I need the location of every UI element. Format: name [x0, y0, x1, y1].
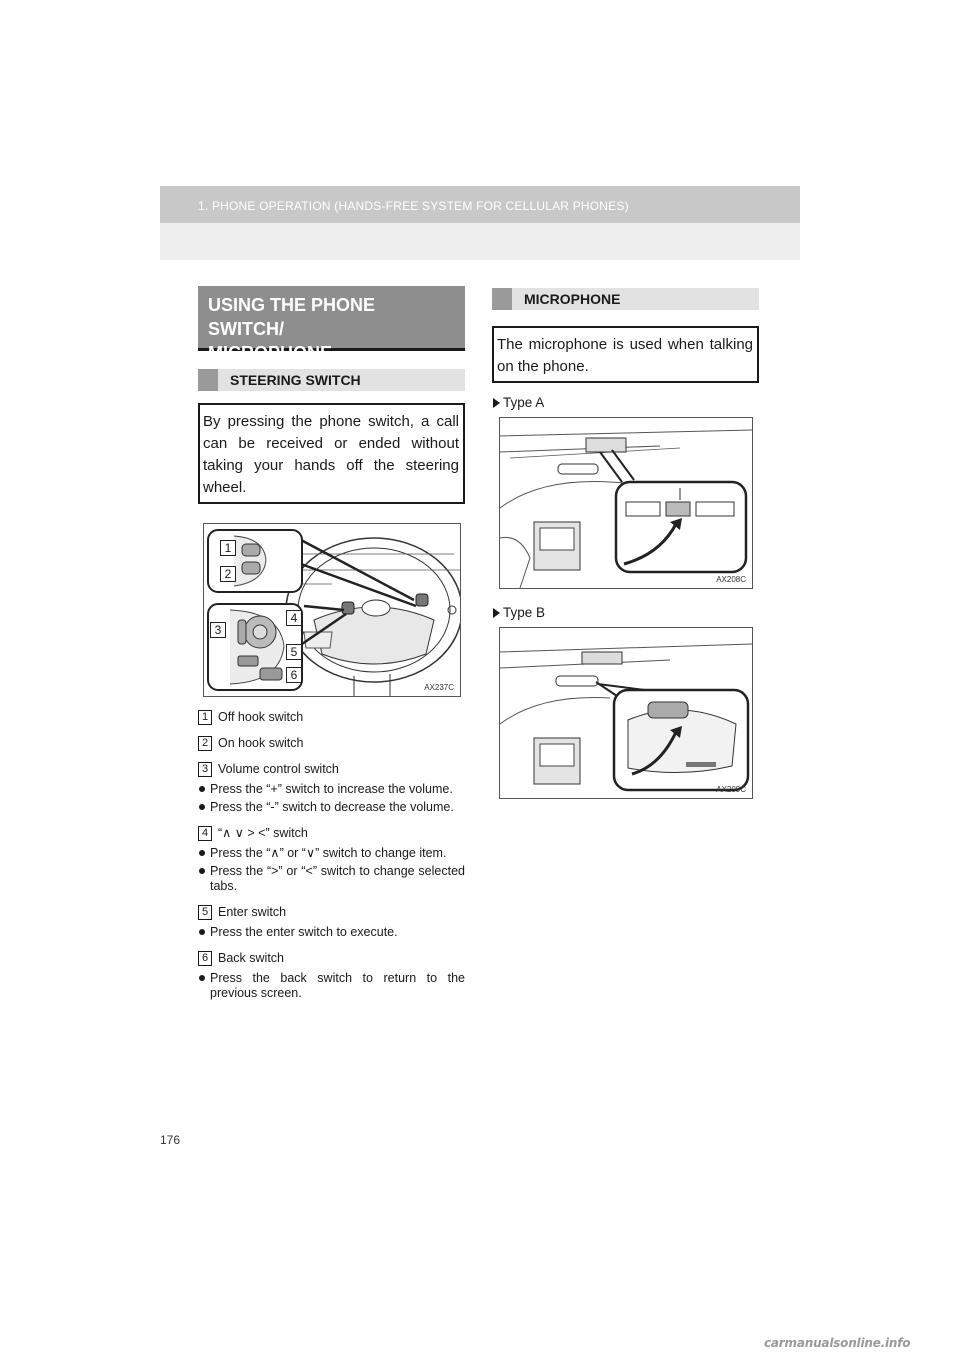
type-b-illustration	[500, 628, 752, 798]
type-b-figure	[499, 627, 753, 799]
page-number: 176	[160, 1133, 181, 1147]
microphone-heading: MICROPHONE	[492, 288, 759, 310]
item-label: On hook switch	[218, 736, 304, 750]
footer-logo: carmanualsonline.info	[764, 1336, 911, 1350]
item-label: Enter switch	[218, 905, 287, 919]
callout-2: 2	[220, 566, 236, 582]
switch-item-1	[198, 709, 465, 725]
switch-items-list	[198, 709, 465, 1001]
item-number-box: 5	[198, 905, 212, 920]
switch-item-5	[198, 904, 465, 920]
callout-5: 5	[286, 644, 302, 660]
figure-code-ax208c: AX208C	[716, 575, 746, 584]
item-number-box: 3	[198, 762, 212, 777]
left-column	[198, 286, 465, 1001]
switch-item-2	[198, 735, 465, 751]
callout-6: 6	[286, 667, 302, 683]
steering-switch-heading: STEERING SWITCH	[198, 369, 465, 391]
switch-item-3	[198, 761, 465, 777]
item-label: Volume control switch	[218, 762, 339, 776]
type-a-label: Type A	[492, 395, 759, 411]
callout-1: 1	[220, 540, 236, 556]
item-bullet: Press the “+” switch to increase the volume.	[198, 782, 465, 797]
item-bullet: Press the back switch to return to the previous screen.	[198, 971, 465, 1001]
figure-code-ax209c: AX209C	[716, 785, 746, 794]
item-number-box: 2	[198, 736, 212, 751]
type-a-figure	[499, 417, 753, 589]
header-band	[160, 186, 800, 260]
type-b-label: Type B	[492, 605, 759, 621]
switch-item-4	[198, 825, 465, 841]
section-title: 1. PHONE OPERATION (HANDS-FREE SYSTEM FOR CELLULAR PHONES)	[198, 199, 629, 213]
item-label: Off hook switch	[218, 710, 304, 724]
item-number-box: 6	[198, 951, 212, 966]
item-bullet: Press the enter switch to execute.	[198, 925, 465, 940]
main-heading-text: USING THE PHONE SWITCH/ MICROPHONE	[208, 295, 376, 363]
figure-code-ax237c: AX237C	[424, 683, 454, 692]
switch-item-6	[198, 950, 465, 966]
steering-wheel-figure	[203, 523, 461, 697]
item-bullet: Press the “∧” or “∨” switch to change item.	[198, 846, 465, 861]
type-a-illustration	[500, 418, 752, 588]
microphone-intro-box: The microphone is used when talking on the phone.	[492, 326, 759, 383]
steering-intro-box: By pressing the phone switch, a call can be received or ended without taking your hands off the steering wheel.	[198, 403, 465, 504]
header-top-bar	[160, 186, 800, 223]
item-label: Back switch	[218, 951, 284, 965]
item-number-box: 4	[198, 826, 212, 841]
callout-3: 3	[210, 622, 226, 638]
right-column	[492, 286, 759, 799]
item-label: “∧ ∨ > <” switch	[218, 826, 308, 840]
item-number-box: 1	[198, 710, 212, 725]
callout-4: 4	[286, 610, 302, 626]
item-bullet: Press the “-” switch to decrease the volume.	[198, 800, 465, 815]
main-heading	[198, 286, 465, 363]
item-bullet: Press the “>” or “<” switch to change selected tabs.	[198, 864, 465, 894]
steering-wheel-illustration	[204, 524, 460, 696]
